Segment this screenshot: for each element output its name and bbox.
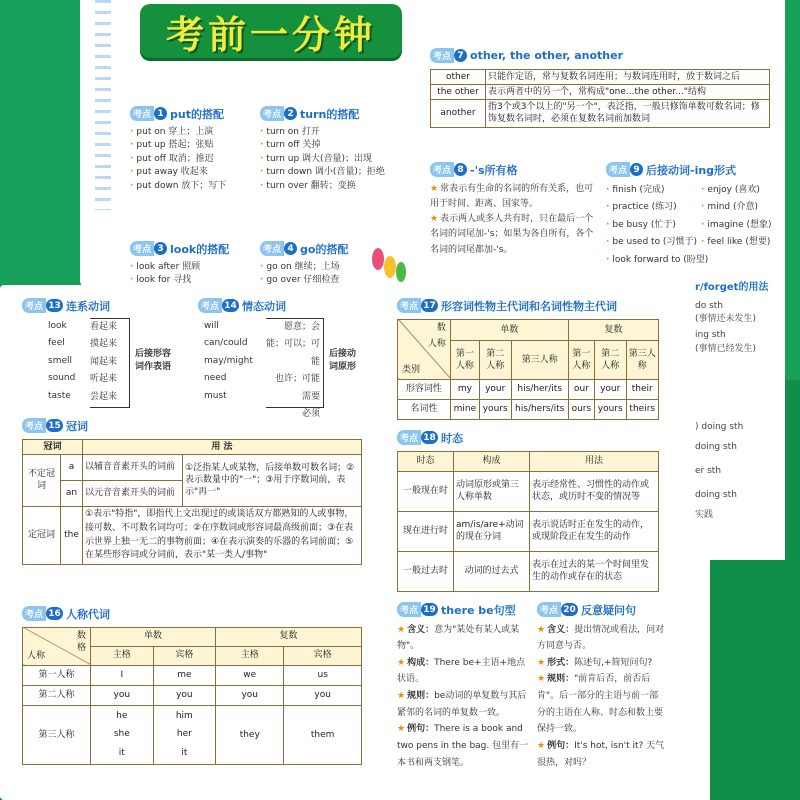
diagonal-header: 数 格 人称	[23, 627, 91, 665]
meaning: 看起来	[90, 321, 118, 332]
verb: need	[204, 373, 227, 384]
verb: look	[48, 320, 67, 331]
list-item: · look forward to (盼望)	[606, 254, 709, 265]
list-item: · put off 取消；推迟	[130, 153, 214, 164]
title-banner	[140, 4, 402, 58]
meaning: 摸起来	[90, 339, 118, 350]
section-heading: 考点 20 反意疑问句	[537, 602, 636, 618]
list-item: · mind (介意)	[701, 202, 758, 213]
section-heading: 考点 17 形容词性物主代词和名词性物主代词	[397, 298, 617, 314]
table-row: 名词性 mine yours his/hers/its ours yours theirs	[398, 399, 659, 419]
note: 后接形容 词作表语	[135, 348, 172, 372]
section-heading: 考点 7 other, the other, another	[430, 48, 623, 63]
list-item: · imagine (想象)	[701, 219, 772, 230]
en-col	[198, 318, 266, 408]
list-item: · put up 搭起；张贴	[130, 140, 214, 150]
section-ing	[606, 158, 776, 269]
list-item: · enjoy (喜欢)	[701, 184, 760, 195]
meaning: 听起来	[90, 374, 118, 385]
decoration-balloon	[372, 248, 384, 270]
verb: feel	[48, 338, 65, 349]
list	[606, 182, 776, 270]
page-title: 考前一分钟	[165, 12, 376, 57]
list-item: · feel like (想要)	[701, 237, 771, 248]
meaning: 也许；可能	[274, 374, 320, 385]
section-heading: 考点 14 情态动词	[198, 298, 286, 314]
list	[397, 622, 530, 772]
list-item: · go over 仔细检查	[260, 275, 340, 285]
list	[260, 261, 380, 286]
table-row: 一般过去时 动词的过去式 表示在过去的某一个时间里发生的动作或存在的状态	[398, 551, 659, 591]
meaning: 闻起来	[90, 356, 118, 367]
possessive-table	[397, 319, 659, 420]
verb: smell	[48, 355, 72, 366]
verb: taste	[48, 390, 71, 401]
meaning: 需要	[301, 391, 320, 402]
table-row: 一般现在时 动词原形或第三人称单数 表示经常性、习惯性的动作或状态，或历时不变的情况等	[398, 471, 659, 511]
list-item: · turn over 翻转；变换	[260, 180, 356, 191]
linking-verbs-body	[22, 318, 192, 408]
list-item: · be used to (习惯于)	[606, 237, 697, 248]
third-nom: he she it	[91, 705, 154, 765]
section-turn	[260, 102, 410, 193]
list-item: · turn down 调小(音量)；拒绝	[260, 167, 385, 177]
list	[260, 126, 410, 194]
section-heading: 考点 4 go的搭配	[260, 241, 348, 257]
section-heading: 考点 18 时态	[397, 430, 463, 446]
articles-table	[22, 439, 362, 566]
table-row: 定冠词 the ①表示"特指"，即指代上文出现过的或谈话双方都熟知的人或事物，接可数、不可数名词均可；②在序数词或形容词最高级前面；③在表示世界上独一无二的事物前面；④在表示演奏的乐器的名词前面；⑤在某些形容词或分词前，表示"某一类人/事物"	[23, 506, 362, 565]
meaning: 能；可以；可能	[266, 339, 321, 367]
table-header: 数 格 人称 单数 复数	[23, 627, 362, 646]
section-heading: 考点 9 后接动词-ing形式	[606, 162, 736, 178]
table-row: 现在进行时 am/is/are+动词的现在分词 表示说话时正在发生的动作，或现阶段正在发生的动作	[398, 511, 659, 551]
list-item: ★ 规则：be动词的单复数与其后紧邻的名词的单复数一致。	[397, 691, 527, 718]
pronouns-table	[22, 627, 362, 766]
list-item: ★ 构成：There be+主语+地点状语。	[397, 657, 526, 685]
section-look	[130, 237, 250, 285]
list-item: · turn up 调大(音量)；出现	[260, 153, 373, 164]
en-col	[22, 318, 90, 408]
table-row: 第三人称 he she it him her it they them	[23, 705, 362, 765]
section-modal-verbs	[198, 294, 388, 420]
meaning: 尝起来	[90, 391, 118, 402]
table-header: 主格 宾格 主格 宾格	[23, 646, 362, 665]
section-tag-questions	[537, 598, 667, 771]
table-row: the other 表示两者中的另一个，常构成"one...the other..."结构	[431, 85, 770, 100]
section-heading: 考点 2 turn的搭配	[260, 106, 359, 122]
list-left	[606, 182, 709, 270]
section-heading: 考点 19 there be句型	[397, 602, 516, 618]
section-heading: 考点 3 look的搭配	[130, 241, 229, 257]
table-row: 第一人称 I me we us	[23, 665, 362, 685]
table-header: 数 人称 类别 单数 复数	[398, 319, 659, 340]
back-page-peek: r/forget的用法 do sth (事情还未发生) ing sth (事情已经发生) ) doing sth doing sth er sth doing sth 实践	[695, 282, 769, 520]
table-row: another 指3个或3个以上的"另一个"，表泛指，一般只修饰单数可数名词；修饰复数名词时，必须在复数名词前加数词	[431, 100, 770, 127]
verb: can/could	[204, 338, 248, 349]
section-go	[260, 237, 380, 285]
note: 后接动 词原形	[329, 348, 357, 372]
section-there-be	[397, 598, 530, 771]
list-item: · go on 继续；上场	[260, 261, 340, 272]
section-heading: 考点 13 连系动词	[22, 298, 110, 314]
table-row: 第二人称 you you you you	[23, 685, 362, 705]
list-item: ★ 表示两人或多人共有时，只在最后一个名词的词尾加-'s；如果为各自所有，各个名词的词尾都加-'s。	[430, 214, 594, 255]
list-item: · put on 穿上；上演	[130, 126, 214, 137]
table-row: other 只能作定语，常与复数名词连用；与数词连用时，放于数词之后	[431, 70, 770, 85]
list-item: · look for 寻找	[130, 275, 192, 285]
list-item: · turn on 打开	[260, 126, 320, 137]
list-item: ★ 形式：陈述句,+简短问句?	[537, 657, 653, 668]
list-item: ★ 规则："前肯后否，前否后肯"。后一部分的主语与前一部分的主语在人称、时态和数上要保持一致。	[537, 674, 664, 735]
list-item: · turn off 关掉	[260, 140, 321, 150]
diagonal-header: 数 人称 类别	[398, 319, 451, 379]
section-other	[430, 44, 770, 128]
verb: may/might	[204, 355, 253, 366]
section-put	[130, 102, 250, 193]
cn-col	[90, 318, 130, 408]
section-linking-verbs	[22, 294, 192, 408]
list-right	[701, 182, 776, 270]
table-header: 第一人称 第二人称 第三人称 第一人称 第二人称 第三人称	[398, 340, 659, 379]
table-header: 时态 构成 用法	[398, 451, 659, 471]
binding-rings	[95, 0, 111, 210]
section-articles	[22, 414, 364, 565]
verb: sound	[48, 373, 76, 384]
section-heading: 考点 16 人称代词	[22, 606, 110, 622]
table-header: 冠词 用 法	[23, 439, 362, 454]
third-obj: him her it	[153, 705, 216, 765]
cn-col	[266, 318, 324, 420]
list	[130, 261, 250, 286]
list-item: ★ 含义：提出情况或看法，问对方同意与否。	[537, 624, 665, 652]
list	[430, 182, 600, 258]
modal-verbs-body	[198, 318, 388, 420]
section-possessive-pronouns	[397, 294, 661, 420]
verb: must	[204, 390, 227, 401]
meaning: 愿意；会	[283, 321, 320, 332]
table-row: an 以元音音素开头的词前	[23, 480, 362, 506]
table-row: 形容词性 my your his/her/its our your their	[398, 379, 659, 399]
list	[130, 126, 250, 194]
section-heading: 考点 8 -'s所有格	[430, 162, 518, 178]
list-item: ★ 常表示有生命的名词的所有关系，也可用于时间、距离、国家等。	[430, 183, 594, 209]
list-item: · finish (完成)	[606, 184, 665, 195]
other-table	[430, 69, 770, 128]
tenses-table	[397, 451, 659, 592]
list-item: · put away 收起来	[130, 167, 208, 177]
section-personal-pronouns	[22, 602, 364, 765]
list-item: · be busy (忙于)	[606, 219, 676, 230]
list-item: ★ 含义：意为"某处有某人或某物"。	[397, 624, 520, 652]
section-possessive	[430, 158, 600, 258]
decoration-balloon	[396, 262, 406, 282]
verb: will	[204, 320, 219, 331]
section-heading: 考点 1 put的搭配	[130, 106, 224, 122]
list-item: · practice (练习)	[606, 202, 677, 213]
list-item: ★ 例句：There is a book and two pens in the bag. 包里有一本书和两支钢笔。	[397, 724, 529, 768]
list-item: · put down 放下；写下	[130, 180, 227, 191]
list-item: · look after 照顾	[130, 261, 201, 272]
meaning: 必须	[301, 409, 320, 420]
list	[537, 622, 667, 772]
section-tenses	[397, 426, 661, 592]
section-heading: 考点 15 冠词	[22, 418, 88, 434]
decoration-balloon	[384, 256, 396, 278]
list-item: ★ 例句：It's hot, isn't it? 天气很热，对吗？	[537, 740, 665, 768]
table-row: 不定冠词 a 以辅音音素开头的词前 ①泛指某人或某物，后接单数可数名词；②表示数量中的"一"；③用于序数词前，表示"再一"	[23, 454, 362, 480]
